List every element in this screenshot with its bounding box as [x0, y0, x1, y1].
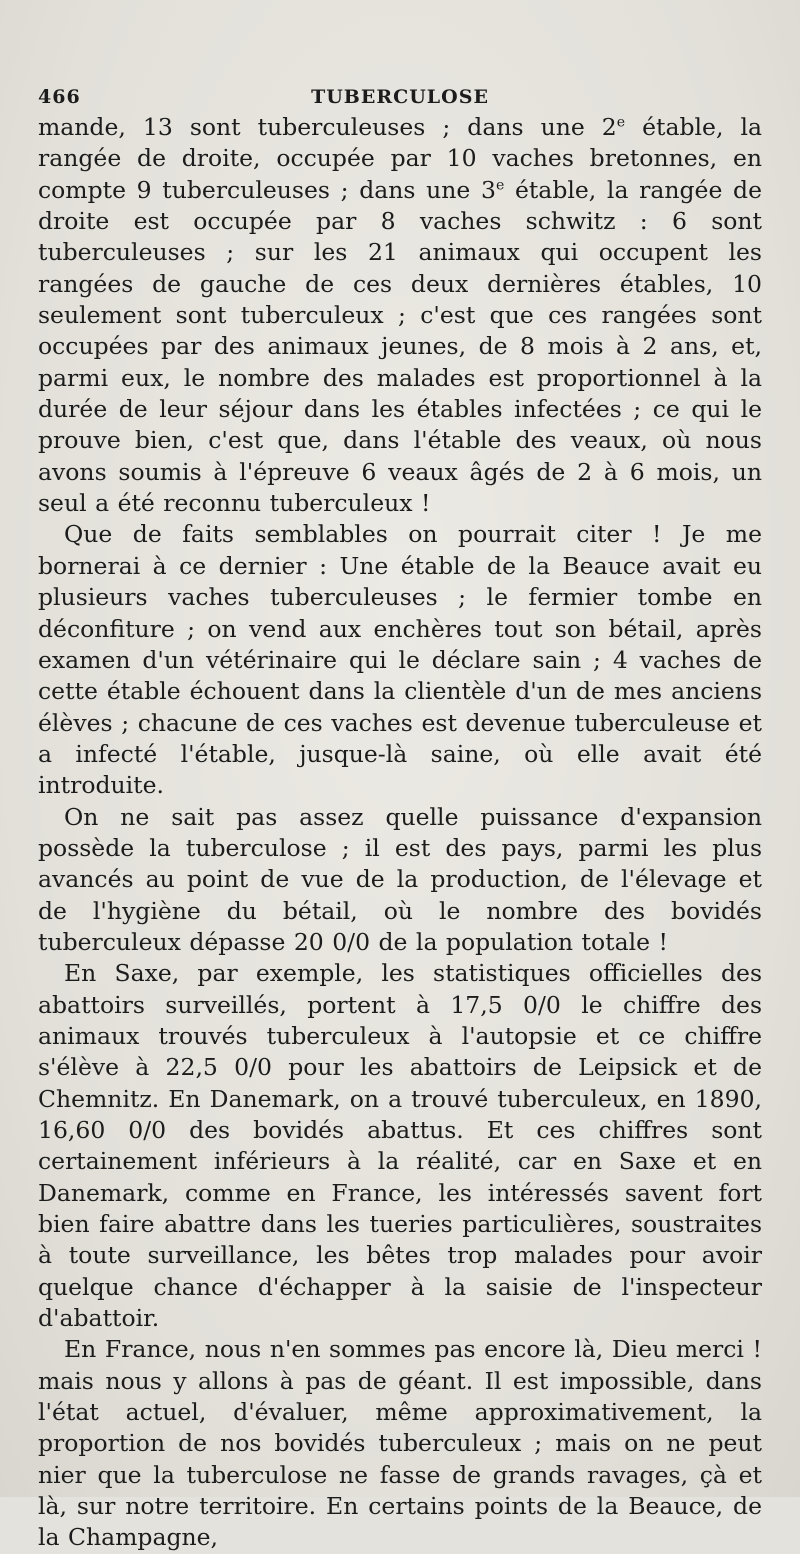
page-number: 466 [38, 86, 81, 108]
running-title: TUBERCULOSE [311, 86, 489, 108]
body-text [38, 112, 762, 1554]
paragraph-p4 [38, 958, 762, 1334]
paragraph-p5 [38, 1334, 762, 1553]
text-run: étable, la rangée de droite, occupée par 10 vaches bretonnes, en compte 9 tuberculeuses ; dans une 3 [38, 113, 762, 204]
text-run: mande, 13 sont tuberculeuses ; dans une 2 [38, 113, 617, 141]
paragraph-p2 [38, 519, 762, 801]
paragraph-p3 [38, 802, 762, 959]
superscript: e [495, 177, 505, 194]
text-run: étable, la rangée de droite est occupée par 8 vaches schwitz : 6 sont tuberculeuses ; sur les 21 animaux qui occupent les rangées de gauche de ces deux dernières étables, 10 seulement sont tuberculeux ; c'est que ces rangées sont occupées par des animaux jeunes, de 8 mois à 2 ans, et, parmi eux, le nombre des malades est proportionnel à la durée de leur séjour dans les étables infectées ; ce qui le prouve bien, c'est que, dans l'étable des veaux, où nous avons soumis à l'épreuve 6 veaux âgés de 2 à 6 mois, un seul a été reconnu tuberculeux ! [38, 175, 762, 518]
superscript: e [616, 114, 626, 131]
running-head [38, 72, 762, 112]
text-run: En Saxe, par exemple, les statistiques officielles des abattoirs surveillés, portent à 17,5 0/0 le chiffre des animaux trouvés tuberculeux à l'autopsie et ce chiffre s'élève à 22,5 0/0 pour les abattoirs de Leipsick et de Chemnitz. En Danemark, on a trouvé tuberculeux, en 1890, 16,60 0/0 des bovidés abattus. Et ces chiffres sont certainement inférieurs à la réalité, car en Saxe et en Danemark, comme en France, les intéressés savent fort bien faire abattre dans les tueries particulières, soustraites à toute surveillance, les bêtes trop malades pour avoir quelque chance d'échapper à la saisie de l'inspecteur d'abattoir. [38, 959, 762, 1333]
text-run: En France, nous n'en sommes pas encore là, Dieu merci ! mais nous y allons à pas de géant. Il est impossible, dans l'état actuel, d'évaluer, même approximativement, la proportion de nos bovidés tuberculeux ; mais on ne peut nier que la tuberculose ne fasse de grands ravages, çà et là, sur notre territoire. En certains points de la Beauce, de la Champagne, [38, 1335, 762, 1552]
text-run: On ne sait pas assez quelle puissance d'expansion possède la tuberculose ; il est des pays, parmi les plus avancés au point de vue de la production, de l'élevage et de l'hygiène du bétail, où le nombre des bovidés tuberculeux dépasse 20 0/0 de la population totale ! [38, 802, 762, 956]
text-run: Que de faits semblables on pourrait citer ! Je me bornerai à ce dernier : Une étable de la Beauce avait eu plusieurs vaches tuberculeuses ; le fermier tombe en déconfiture ; on vend aux enchères tout son bétail, après examen d'un vétérinaire qui le déclare sain ; 4 vaches de cette étable échouent dans la clientèle d'un de mes anciens élèves ; chacune de ces vaches est devenue tuberculeuse et a infecté l'étable, jusque-là saine, où elle avait été introduite. [38, 520, 762, 800]
paragraph-p1 [38, 112, 762, 519]
